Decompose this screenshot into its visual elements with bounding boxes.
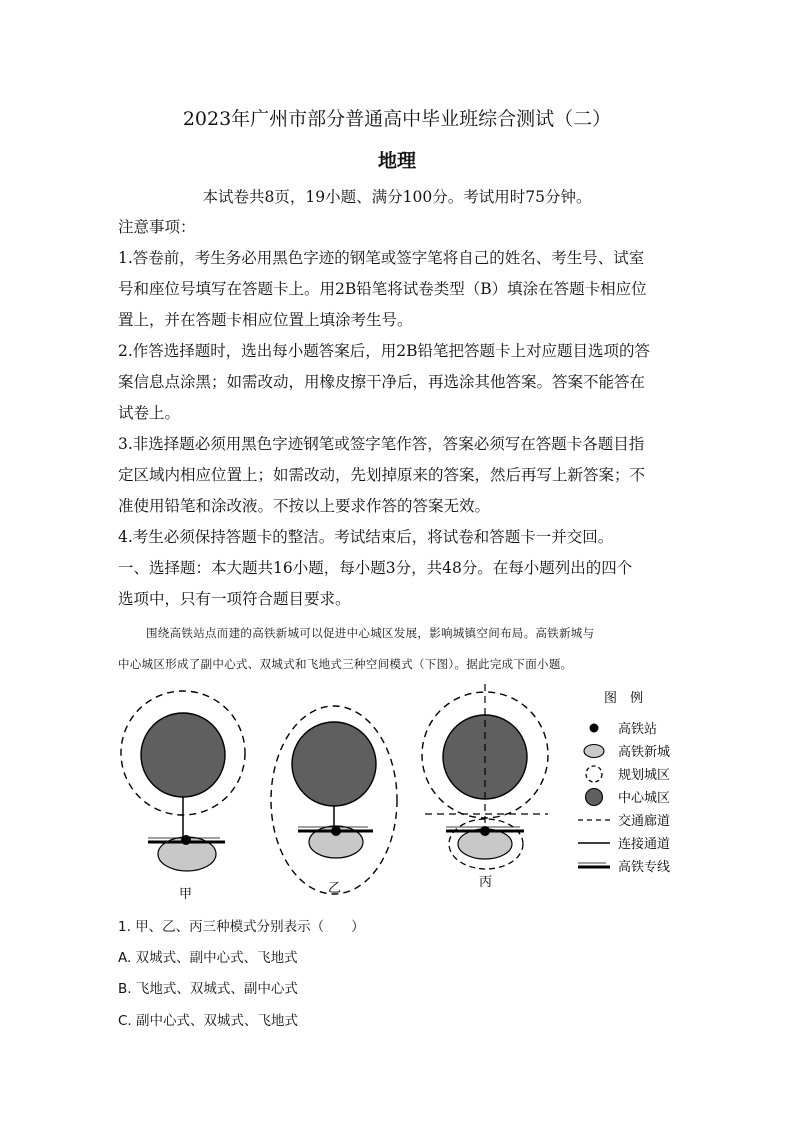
model-bing [422, 684, 548, 890]
option-c[interactable]: C. 副中心式、双城式、飞地式 [118, 1013, 299, 1029]
notes-line: 4.考生必须保持答题卡的整洁。考试结束后，将试卷和答题卡一并交回。 [118, 528, 614, 546]
legend-item: 中心城区 [618, 791, 671, 806]
legend-item: 连接通道 [618, 837, 671, 852]
legend-center-icon [586, 789, 603, 806]
central-city [292, 722, 376, 806]
exam-subject: 地理 [377, 150, 416, 172]
notes-line: 3.非选择题必须用黑色字迹钢笔或签字笔作答，答案必须写在答题卡各题目指 [118, 435, 645, 453]
hsr-station [331, 826, 341, 836]
notes-heading: 注意事项： [118, 218, 196, 236]
option-b[interactable]: B. 飞地式、双城式、副中心式 [118, 981, 298, 997]
hsr-station [480, 826, 490, 836]
notes-line: 准使用铅笔和涂改液。不按以上要求作答的答案无效。 [118, 497, 491, 515]
section-heading-cont: 选项中，只有一项符合题目要求。 [118, 590, 351, 608]
legend-item: 高铁专线 [618, 860, 671, 875]
notes-line: 案信息点涂黑；如需改动，用橡皮擦干净后，再选涂其他答案。答案不能答在 [118, 373, 646, 391]
legend-item: 规划城区 [618, 768, 671, 783]
legend-station-icon [590, 724, 599, 733]
model-yi [271, 706, 397, 896]
intro-line: 围绕高铁站点而建的高铁新城可以促进中心城区发展，影响城镇空间布局。高铁新城与 [146, 626, 595, 640]
notes-line: 号和座位号填写在答题卡上。用2B铅笔将试卷类型（B）填涂在答题卡相应位 [118, 280, 647, 298]
spatial-model-figure [0, 680, 794, 910]
model-label: 甲 [179, 887, 193, 902]
intro-line: 中心城区形成了副中心式、双城式和飞地式三种空间模式（下图）。据此完成下面小题。 [118, 657, 573, 671]
notes-line: 置上，并在答题卡相应位置上填涂考生号。 [118, 311, 413, 329]
notes-line: 1.答卷前，考生务必用黑色字迹的钢笔或签字笔将自己的姓名、考生号、试室 [118, 249, 645, 267]
model-label: 乙 [328, 881, 342, 896]
notes-line: 2.作答选择题时，选出每小题答案后，用2B铅笔把答题卡上对应题目选项的答 [118, 342, 651, 360]
exam-info: 本试卷共8页，19小题、满分100分。考试用时75分钟。 [202, 188, 592, 206]
legend [578, 691, 670, 875]
legend-newtown-icon [584, 745, 604, 758]
legend-item: 高铁站 [618, 722, 658, 737]
legend-title: 图 例 [604, 691, 644, 706]
exam-title: 2023年广州市部分普通高中毕业班综合测试（二） [182, 108, 612, 130]
legend-planned-icon [586, 766, 602, 782]
hsr-station [181, 835, 191, 845]
notes-line: 定区域内相应位置上；如需改动，先划掉原来的答案，然后再写上新答案；不 [118, 466, 646, 484]
legend-item: 高铁新城 [618, 745, 671, 760]
legend-item: 交通廊道 [618, 814, 671, 829]
section-heading: 一、选择题：本大题共16小题，每小题3分，共48分。在每小题列出的四个 [118, 559, 633, 577]
question-stem: 1. 甲、乙、丙三种模式分别表示（ ） [118, 919, 365, 935]
notes-line: 试卷上。 [118, 404, 181, 422]
option-a[interactable]: A. 双城式、副中心式、飞地式 [118, 950, 298, 966]
model-jia [121, 691, 245, 902]
model-label: 丙 [479, 875, 493, 890]
central-city [141, 713, 225, 797]
